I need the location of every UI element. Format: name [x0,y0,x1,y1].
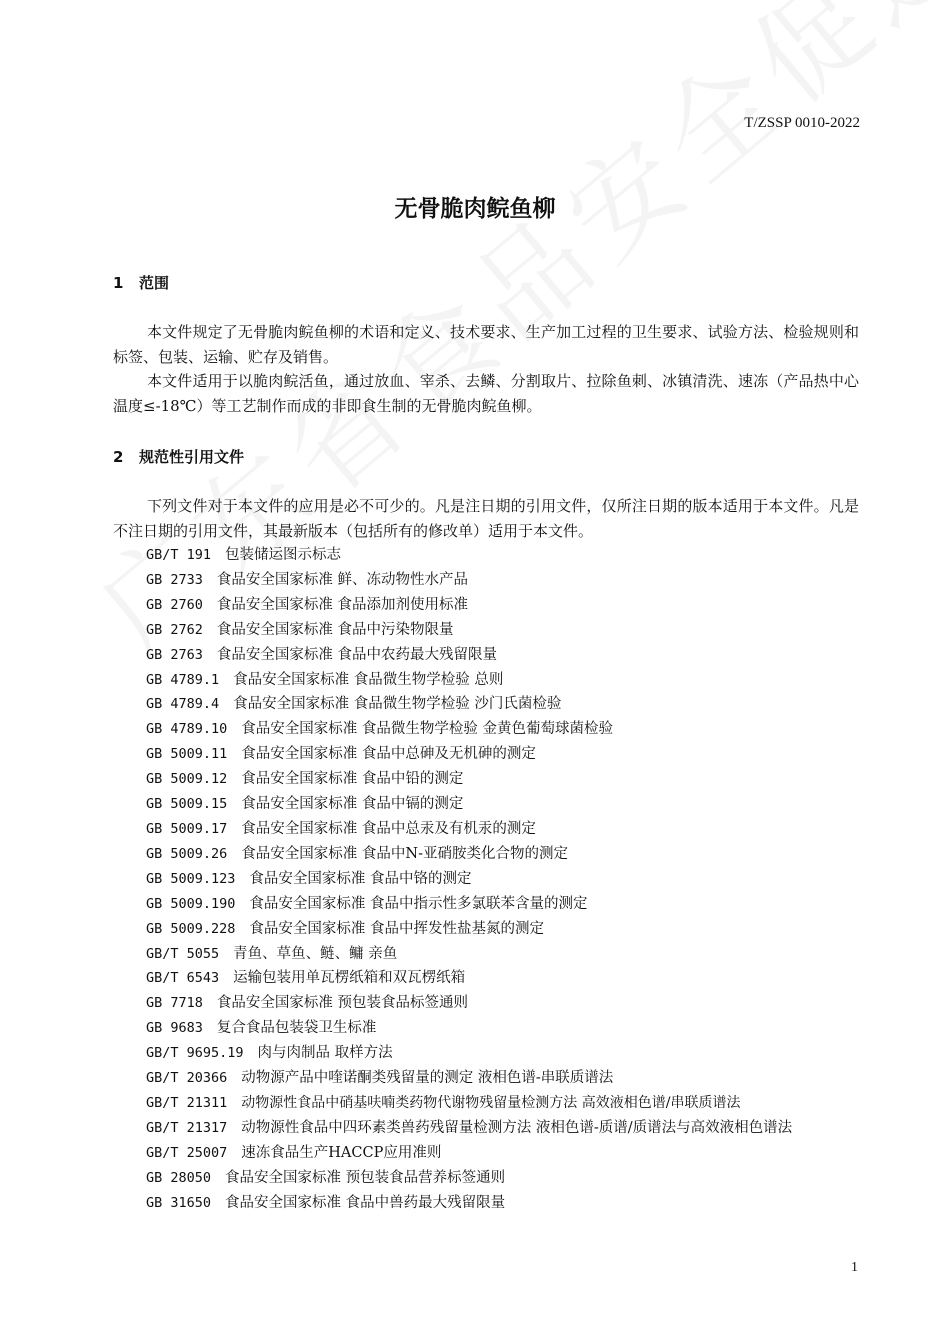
scope-paragraph-1: 本文件规定了无骨脆肉鲩鱼柳的术语和定义、技术要求、生产加工过程的卫生要求、试验方法、检验规则和标签、包装、运输、贮存及销售。 [113,323,859,366]
section-heading-scope [113,272,169,293]
reference-item [146,668,862,693]
references-intro-paragraph: 下列文件对于本文件的应用是必不可少的。凡是注日期的引用文件，仅所注日期的版本适用于本文件。凡是不注日期的引用文件，其最新版本（包括所有的修改单）适用于本文件。 [113,497,859,540]
reference-code: GB 31650 [146,1194,212,1211]
reference-title: 运输包装用单瓦楞纸箱和双瓦楞纸箱 [233,970,466,987]
reference-code: GB 2762 [146,621,203,638]
reference-title: 动物源产品中喹诺酮类残留量的测定 液相色谱-串联质谱法 [241,1070,614,1087]
reference-code: GB 4789.10 [146,721,228,738]
reference-code: GB/T 21317 [146,1119,228,1136]
reference-code: GB/T 20366 [146,1070,228,1087]
reference-item [146,792,862,817]
reference-code: GB/T 21311 [146,1094,228,1111]
reference-item [146,1041,862,1066]
reference-title: 食品安全国家标准 食品微生物学检验 总则 [233,671,504,688]
reference-code: GB 5009.190 [146,895,236,912]
reference-item [146,1141,862,1166]
reference-code: GB/T 191 [146,547,212,563]
reference-code: GB 4789.4 [146,696,220,713]
reference-item [113,1116,862,1141]
reference-title: 食品安全国家标准 食品微生物学检验 沙门氏菌检验 [233,696,562,713]
reference-code: GB 7718 [146,995,203,1012]
section-number: 2 [113,448,124,466]
reference-code: GB 5009.26 [146,845,228,862]
section-title: 范围 [139,274,170,292]
reference-item [146,1016,862,1041]
reference-title: 食品安全国家标准 食品添加剂使用标准 [216,596,469,613]
reference-title: 食品安全国家标准 食品中指示性多氯联苯含量的测定 [249,895,588,912]
reference-code: GB 5009.12 [146,771,228,788]
reference-title: 食品安全国家标准 食品中总汞及有机汞的测定 [241,820,536,837]
page-number: 1 [851,1260,858,1275]
reference-code: GB 28050 [146,1169,212,1186]
reference-title: 肉与肉制品 取样方法 [257,1045,393,1062]
reference-code: GB/T 9695.19 [146,1045,244,1062]
reference-title: 食品安全国家标准 预包装食品营养标签通则 [225,1169,506,1186]
reference-code: GB 2760 [146,596,203,613]
document-title: 无骨脆肉鲩鱼柳 [394,196,556,222]
reference-item [146,842,862,867]
reference-title: 食品安全国家标准 食品中挥发性盐基氮的测定 [249,920,545,937]
document-code: T/ZSSP 0010-2022 [744,115,860,131]
reference-item [146,593,862,618]
reference-item [146,692,862,717]
reference-item [146,892,862,917]
reference-item [146,991,862,1016]
reference-code: GB/T 6543 [146,970,220,987]
reference-item [146,1091,862,1116]
reference-title: 食品安全国家标准 食品微生物学检验 金黄色葡萄球菌检验 [241,721,613,738]
reference-title: 食品安全国家标准 食品中农药最大残留限量 [216,646,498,663]
reference-title: 食品安全国家标准 食品中铅的测定 [241,771,464,788]
reference-title: 食品安全国家标准 鲜、冻动物性水产品 [216,571,469,588]
reference-item [146,717,862,742]
scope-paragraph-2: 本文件适用于以脆肉鲩活鱼，通过放血、宰杀、去鳞、分割取片、拉除鱼刺、冰镇清洗、速冻（产品热中心温度≤-18℃）等工艺制作而成的非即食生制的无骨脆肉鲩鱼柳。 [113,372,859,415]
reference-item [146,618,862,643]
reference-code: GB 5009.123 [146,870,236,887]
reference-code: GB 5009.11 [146,746,228,763]
section-title: 规范性引用文件 [139,448,245,466]
section-heading-normative-references [113,446,244,467]
reference-title: 食品安全国家标准 食品中污染物限量 [216,621,454,638]
reference-item [146,817,862,842]
reference-item [146,867,862,892]
reference-item [146,917,862,942]
reference-item [146,643,862,668]
reference-list [146,543,862,1215]
reference-item [146,568,862,593]
reference-item [146,742,862,767]
reference-code: GB 9683 [146,1020,203,1037]
reference-item [146,543,862,568]
reference-item [146,1191,862,1216]
reference-title: 动物源性食品中四环素类兽药残留量检测方法 液相色谱-质谱/质谱法与高效液相色谱法 [241,1119,793,1136]
reference-item [146,1066,862,1091]
reference-code: GB 5009.15 [146,796,228,813]
reference-title: 食品安全国家标准 食品中总砷及无机砷的测定 [241,746,536,763]
reference-code: GB/T 5055 [146,945,220,962]
reference-item [146,767,862,792]
reference-title: 动物源性食品中硝基呋喃类药物代谢物残留量检测方法 高效液相色谱/串联质谱法 [241,1094,741,1111]
reference-code: GB 4789.1 [146,671,220,688]
reference-code: GB 2763 [146,646,203,663]
reference-item [146,966,862,991]
reference-item [146,1166,862,1191]
reference-title: 包装储运图示标志 [225,547,342,563]
reference-code: GB 2733 [146,571,203,588]
reference-title: 食品安全国家标准 食品中铬的测定 [249,870,472,887]
section-number: 1 [113,274,124,292]
reference-title: 食品安全国家标准 食品中镉的测定 [241,796,464,813]
reference-title: 食品安全国家标准 食品中N-亚硝胺类化合物的测定 [241,845,568,862]
reference-code: GB/T 25007 [146,1144,228,1161]
reference-code: GB 5009.17 [146,820,228,837]
reference-code: GB 5009.228 [146,920,236,937]
reference-title: 食品安全国家标准 食品中兽药最大残留限量 [225,1194,506,1211]
reference-title: 速冻食品生产HACCP应用准则 [241,1144,442,1161]
reference-title: 食品安全国家标准 预包装食品标签通则 [216,995,469,1012]
reference-title: 青鱼、草鱼、鲢、鳙 亲鱼 [233,945,398,962]
reference-item [146,942,862,967]
reference-title: 复合食品包装袋卫生标准 [216,1020,377,1037]
